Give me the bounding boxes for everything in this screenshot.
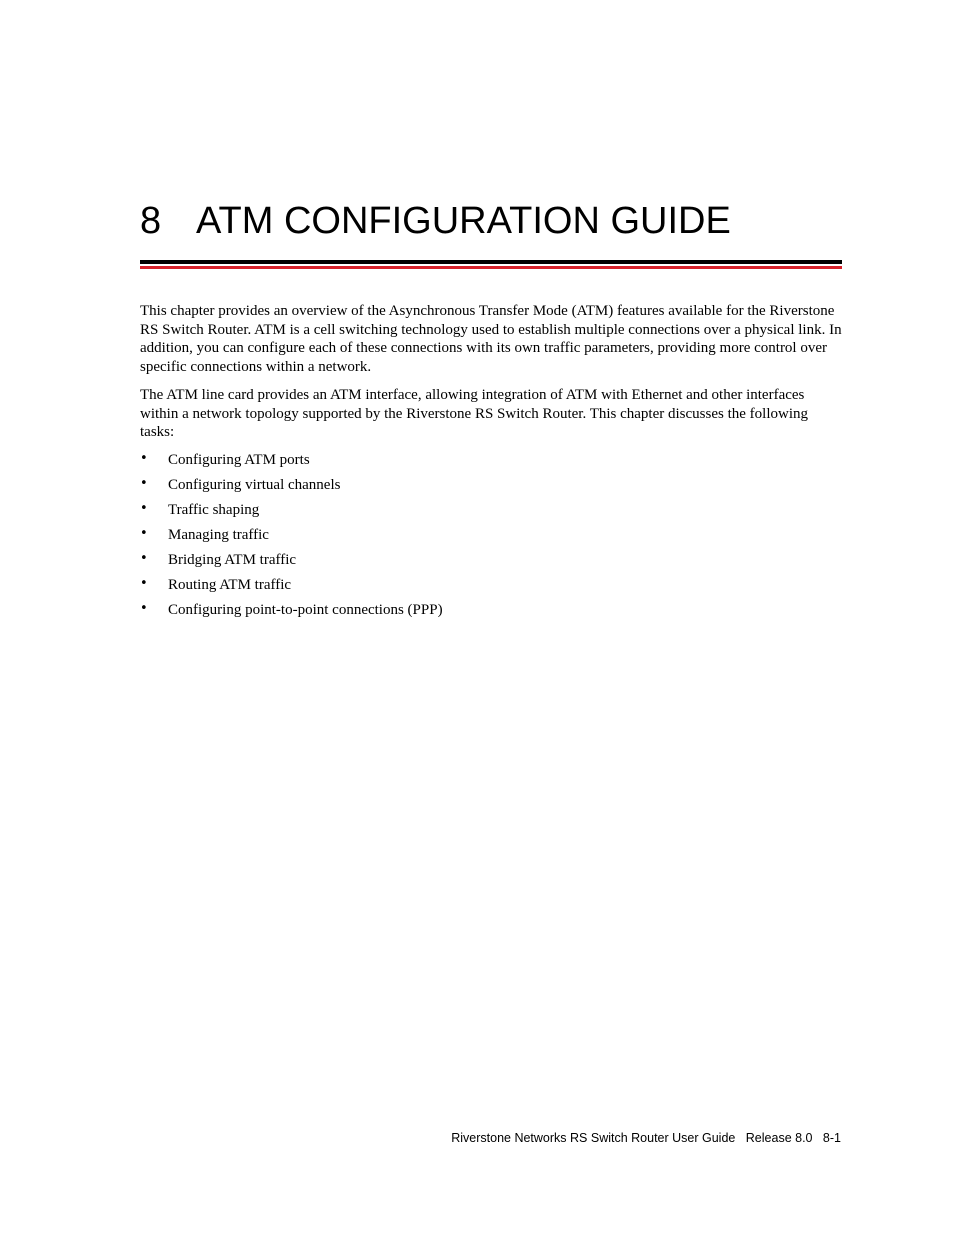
bullet-icon: • bbox=[140, 475, 148, 491]
bullet-icon: • bbox=[140, 450, 148, 466]
bullet-icon: • bbox=[140, 550, 148, 566]
list-item bbox=[140, 451, 842, 476]
task-label: Routing ATM traffic bbox=[168, 576, 292, 593]
task-label: Configuring virtual channels bbox=[168, 476, 341, 493]
chapter-body bbox=[140, 302, 842, 626]
task-label: Traffic shaping bbox=[168, 501, 260, 518]
list-item bbox=[140, 526, 842, 551]
footer-release: Release 8.0 bbox=[745, 1131, 813, 1145]
bullet-icon: • bbox=[140, 600, 148, 616]
atm-line-card-paragraph: The ATM line card provides an ATM interface, allowing integration of ATM with Ethernet and other interfaces within a network topology supported by the Riverstone RS Switch Router. This chapter discusses the following tasks: bbox=[140, 386, 808, 441]
bullet-icon: • bbox=[140, 525, 148, 541]
task-label: Configuring ATM ports bbox=[168, 451, 310, 468]
task-list bbox=[140, 451, 842, 626]
list-item bbox=[140, 476, 842, 501]
list-item bbox=[140, 576, 842, 601]
chapter-number: 8 bbox=[140, 200, 162, 242]
chapter-title-text: ATM CONFIGURATION GUIDE bbox=[196, 200, 731, 242]
list-item bbox=[140, 501, 842, 526]
task-label: Bridging ATM traffic bbox=[168, 551, 297, 568]
list-item bbox=[140, 551, 842, 576]
bullet-icon: • bbox=[140, 500, 148, 516]
chapter-title bbox=[140, 198, 731, 244]
title-rule-red bbox=[140, 266, 842, 269]
footer-guide-title: Riverstone Networks RS Switch Router User Guide bbox=[451, 1131, 736, 1145]
list-item bbox=[140, 601, 842, 626]
page-footer bbox=[451, 1131, 841, 1145]
intro-paragraph: This chapter provides an overview of the Asynchronous Transfer Mode (ATM) features available for the Riverstone RS Switch Router. ATM is a cell switching technology used to establish multiple connections over a physical link. In addition, you can configure each of these connections with its own traffic parameters, providing more control over specific connections within a network. bbox=[140, 303, 842, 376]
task-label: Managing traffic bbox=[168, 526, 269, 543]
task-label: Configuring point-to-point connections (PPP) bbox=[168, 601, 443, 618]
title-rule-black bbox=[140, 260, 842, 264]
bullet-icon: • bbox=[140, 575, 148, 591]
footer-page-number: 8-1 bbox=[822, 1131, 841, 1145]
